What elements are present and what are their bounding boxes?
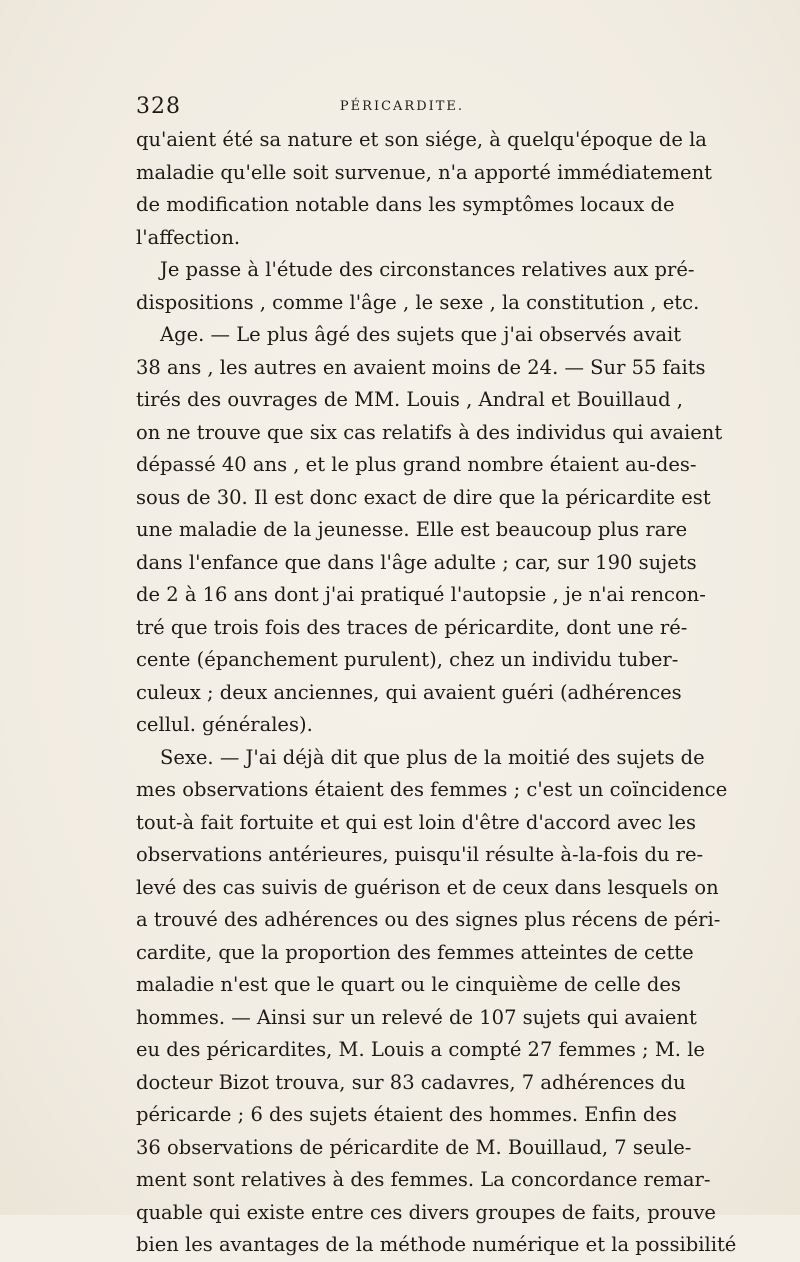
text-line: Sexe. — J'ai déjà dit que plus de la moitié des sujets de (160, 745, 705, 769)
text-line: 36 observations de péricardite de M. Bouillaud, 7 seule- (136, 1135, 692, 1159)
text-line: l'affection. (136, 225, 241, 249)
text-line: Je passe à l'étude des circonstances relatives aux pré- (160, 258, 695, 281)
text-line: quable qui existe entre ces divers groupes de faits, prouve (136, 1200, 716, 1224)
text-line: observations antérieures, puisqu'il résulte à-la-fois du re- (136, 843, 704, 866)
text-line: levé des cas suivis de guérison et de ceux dans lesquels on (136, 875, 719, 899)
text-line: de 2 à 16 ans dont j'ai pratiqué l'autopsie , je n'ai rencon- (136, 583, 706, 606)
text-line: eu des péricardites, M. Louis a compté 27 femmes ; M. le (136, 1038, 705, 1061)
page-number: 328 (136, 94, 181, 119)
running-title: PÉRICARDITE. (339, 99, 465, 114)
text-line: docteur Bizot trouva, sur 83 cadavres, 7 adhérences du (136, 1070, 686, 1094)
text-line: tout-à fait fortuite et qui est loin d'être d'accord avec les (136, 810, 697, 834)
text-line: culeux ; deux anciennes, qui avaient guéri (adhérences (136, 680, 682, 704)
text-line: maladie n'est que le quart ou le cinquième de celle des (136, 973, 681, 996)
text-line: cellul. générales). (136, 713, 313, 736)
text-line: Age. — Le plus âgé des sujets que j'ai observés avait (160, 323, 682, 346)
text-line: sous de 30. Il est donc exact de dire que la péricardite est (136, 485, 711, 509)
text-line: bien les avantages de la méthode numérique et la possibilité (136, 1233, 737, 1256)
text-line: on ne trouve que six cas relatifs à des individus qui avaient (136, 420, 723, 444)
running-head (136, 94, 668, 122)
text-line: dépassé 40 ans , et le plus grand nombre étaient au-des- (136, 453, 697, 476)
body-text (136, 124, 737, 1262)
text-line: de modification notable dans les symptômes locaux de (136, 193, 675, 216)
text-line: dans l'enfance que dans l'âge adulte ; car, sur 190 sujets (136, 550, 697, 574)
text-line: tré que trois fois des traces de péricardite, dont une ré- (136, 615, 688, 639)
text-line: dispositions , comme l'âge , le sexe , la constitution , etc. (136, 290, 700, 314)
text-line: une maladie de la jeunesse. Elle est beaucoup plus rare (136, 518, 688, 541)
text-line: mes observations étaient des femmes ; c'est un coïncidence (136, 778, 728, 801)
text-line: maladie qu'elle soit survenue, n'a apporté immédiatement (136, 160, 712, 184)
text-line: 38 ans , les autres en avaient moins de 24. — Sur 55 faits (136, 355, 706, 379)
text-line: tirés des ouvrages de MM. Louis , Andral et Bouillaud , (136, 388, 683, 411)
text-line: a trouvé des adhérences ou des signes plus récens de péri- (136, 908, 721, 931)
text-line: cardite, que la proportion des femmes atteintes de cette (136, 940, 694, 964)
text-line: cente (épanchement purulent), chez un individu tuber- (136, 648, 679, 671)
text-line: ment sont relatives à des femmes. La concordance remar- (136, 1168, 711, 1191)
text-line: péricarde ; 6 des sujets étaient des hommes. Enfin des (136, 1103, 677, 1126)
text-line: qu'aient été sa nature et son siége, à quelqu'époque de la (136, 128, 707, 151)
text-line: hommes. — Ainsi sur un relevé de 107 sujets qui avaient (136, 1005, 697, 1029)
